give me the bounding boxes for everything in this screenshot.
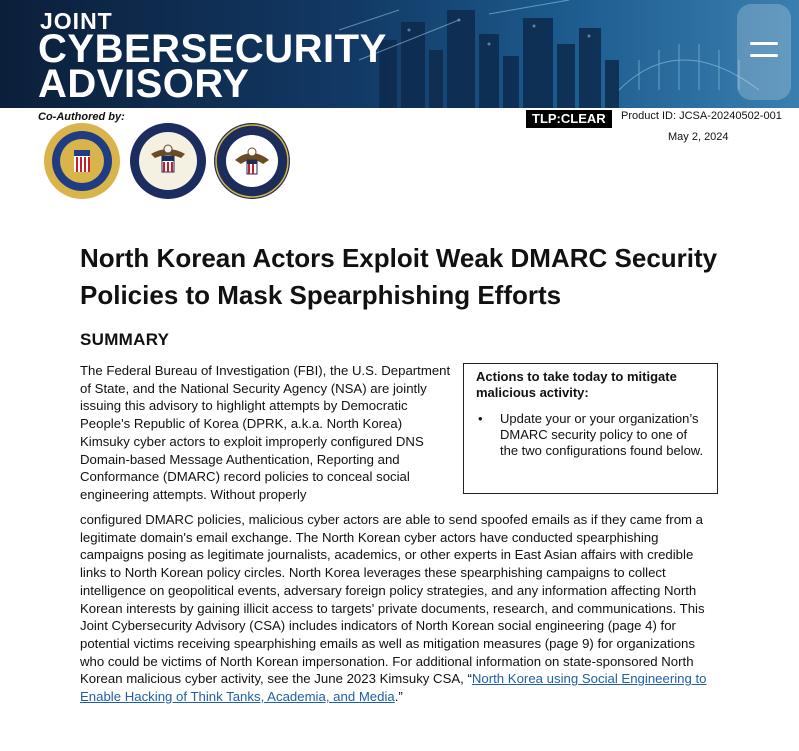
actions-heading: Actions to take today to mitigate malicious activity: (476, 369, 677, 400)
banner-cybersecurity: CYBERSECURITY (38, 27, 387, 71)
publish-date: May 2, 2024 (668, 131, 729, 143)
banner-joint: JOINT (40, 8, 113, 34)
kimsuky-csa-link[interactable]: North Korea using Social Engineering to Enable Hacking of Think Tanks, Academia, and Media (80, 671, 707, 705)
city-skyline-graphic (339, 0, 799, 108)
summary-end: .” (394, 689, 403, 705)
summary-heading: SUMMARY (80, 330, 170, 349)
page-title: North Korean Actors Exploit Weak DMARC Security Policies to Mask Spearphishing Efforts (80, 243, 718, 310)
coauthored-label: Co-Authored by: (38, 111, 125, 123)
product-id: Product ID: JCSA-20240502-001 (621, 110, 782, 122)
summary-text: configured DMARC policies, malicious cyber actors are able to send spoofed emails as if they came from a legitimate domain's email exchange. The North Korean cyber actors have conducted spearphishing campaigns posing as legitimate journalists, academics, or other experts in East Asian affairs with credible links to North Korean policy circles. North Korea leverages these spearphishing campaigns to collect intelligence on geopolitical events, adversary foreign policy strategies, and any information affecting North Korean interests by gaining illicit access to targets' private documents, research, and communications. This Joint Cybersecurity Advisory (CSA) includes indicators of North Korean social engineering (page 4) for potential victims receiving spearphishing emails as well as mitigation measures (page 9) for organizations who could be victims of North Korean impersonation. For additional information on state-sponsored North Korean malicious cyber activity, see the June 2023 Kimsuky CSA, “ (80, 512, 705, 687)
actions-callout (463, 363, 718, 494)
summary-paragraph-bottom (80, 511, 720, 706)
fbi-seal-icon (43, 122, 121, 200)
banner-advisory: ADVISORY (38, 62, 250, 106)
department-of-state-seal-icon (129, 122, 207, 200)
nsa-seal-icon (213, 122, 291, 200)
advisory-banner (0, 0, 799, 108)
tlp-badge: TLP:CLEAR (526, 110, 612, 128)
actions-list (476, 411, 707, 459)
list-item: • Update your or your organization’s DMARC security policy to one of the two configurations found below. (476, 411, 707, 459)
hamburger-menu-icon[interactable] (737, 4, 791, 100)
summary-paragraph-top: The Federal Bureau of Investigation (FBI), the U.S. Department of State, and the National Security Agency (NSA) are jointly issuing this advisory to highlight attempts by Democratic People's Republic of Korea (DPRK, a.k.a. North Korea) Kimsuky cyber actors to exploit improperly configured DNS Domain-based Message Authentication, Reporting and Conformance (DMARC) record policies to conceal social engineering attempts. Without properly (80, 363, 451, 502)
